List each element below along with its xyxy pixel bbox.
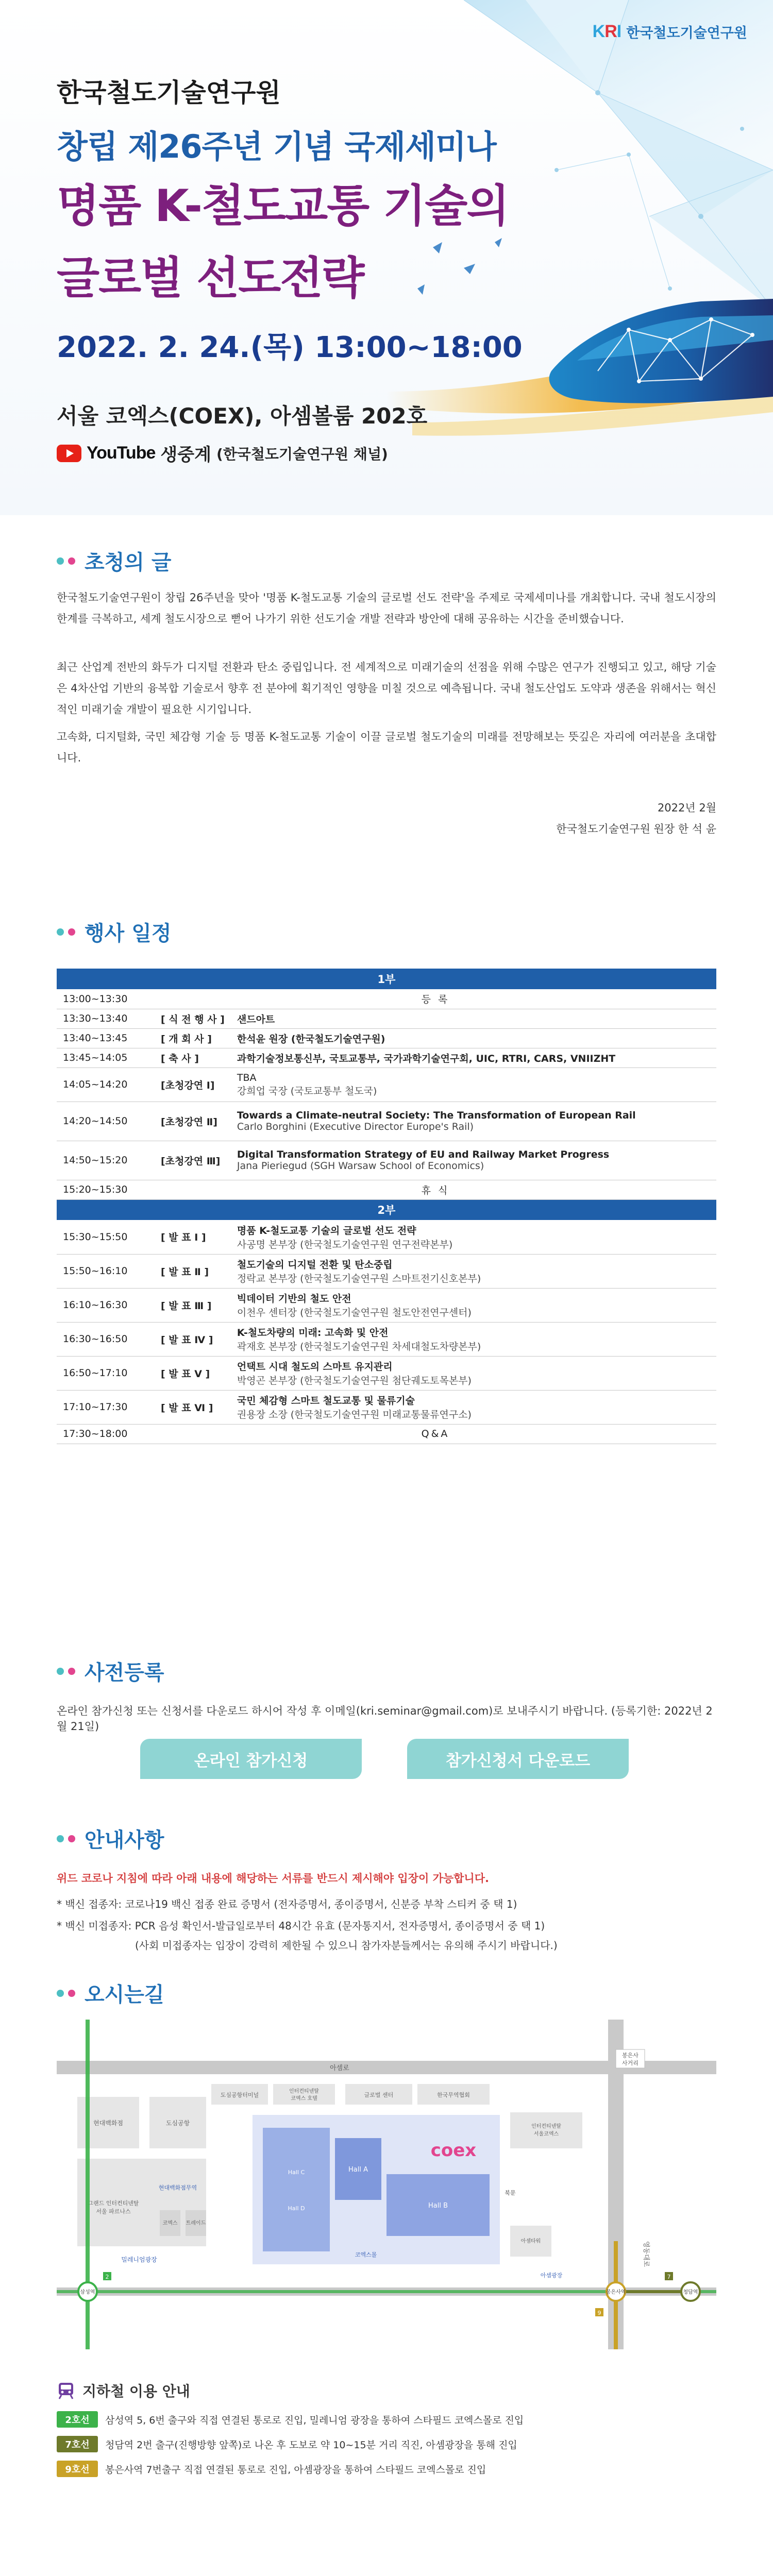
schedule-topic: 빅데이터 기반의 철도 안전: [237, 1293, 351, 1304]
section-title: 행사 일정: [85, 922, 172, 945]
svg-text:서울 파르나스: 서울 파르나스: [96, 2208, 131, 2215]
schedule-time: 15:50~16:10: [57, 1254, 155, 1288]
schedule-time: 13:00~13:30: [57, 989, 155, 1009]
schedule-row: [57, 1220, 716, 1254]
svg-text:서울코엑스: 서울코엑스: [533, 2131, 559, 2137]
notice-vaccinated: * 백신 접종자: 코로나19 백신 접종 완료 증명서 (전자증명서, 종이증명서, 신분증 부착 스티커 중 택 1): [57, 1898, 517, 1910]
schedule-time: 13:40~13:45: [57, 1028, 155, 1048]
schedule-row: [57, 1390, 716, 1424]
label-hall-a: Hall A: [348, 2166, 368, 2174]
schedule-role: [ 발 표 Ⅵ ]: [155, 1390, 231, 1424]
label-millennium: 밀레니엄광장: [121, 2256, 157, 2263]
schedule-topic: 명품 K-철도교통 기술의 글로벌 선도 전략: [237, 1225, 416, 1236]
schedule-time: 14:20~14:50: [57, 1101, 155, 1141]
subway-line-item: [57, 2461, 486, 2477]
label-kita: 한국무역협회: [437, 2092, 470, 2098]
event-date: 2022. 2. 24.(목) 13:00~18:00: [57, 331, 523, 364]
notice-unvaccinated: * 백신 미접종자: PCR 음성 확인서-발급일로부터 48시간 유효 (문자통지서, 전자증명서, 종이증명서 중 택 1): [57, 1920, 545, 1932]
label-department-store: 현대백화점: [93, 2120, 123, 2127]
schedule-table: [57, 969, 716, 1444]
subway-line-text: 삼성역 5, 6번 출구와 직접 연결된 통로로 진입, 밀레니엄 광장을 통하여 스타필드 코엑스몰로 진입: [105, 2414, 524, 2426]
event-venue: 서울 코엑스(COEX), 아셈볼룸 202호: [57, 403, 428, 429]
schedule-time: 15:30~15:50: [57, 1220, 155, 1254]
hero-title-line1: 명품 K-철도교통 기술의: [57, 180, 509, 232]
schedule-detail: [231, 1288, 716, 1322]
schedule-topic: 한석윤 원장 (한국철도기술연구원): [237, 1033, 385, 1045]
label-airport: 도심공항: [165, 2120, 190, 2127]
youtube-live-link[interactable]: [57, 440, 388, 466]
schedule-role: [ 발 표 Ⅳ ]: [155, 1322, 231, 1356]
svg-text:7: 7: [667, 2274, 671, 2280]
section-header-notice: [57, 1824, 164, 1853]
schedule-topic: 국민 체감형 스마트 철도교통 및 물류기술: [237, 1395, 415, 1406]
schedule-role: [ 발 표 Ⅱ ]: [155, 1254, 231, 1288]
schedule-role: [ 발 표 Ⅰ ]: [155, 1220, 231, 1254]
schedule-part-label: 2부: [57, 1199, 716, 1220]
schedule-row: [57, 1009, 716, 1028]
section-dots-icon: [57, 1835, 75, 1842]
label-cheongdam: 청담역: [683, 2290, 698, 2295]
schedule-time: 15:20~15:30: [57, 1180, 155, 1199]
schedule-role: [초청강연 Ⅰ]: [155, 1067, 231, 1101]
subway-guide-title: 지하철 이용 안내: [82, 2383, 190, 2400]
subway-guide-header: [57, 2380, 190, 2401]
youtube-play-icon: [57, 445, 81, 462]
svg-text:9: 9: [597, 2310, 601, 2316]
invitation-paragraph-2: 최근 산업계 전반의 화두가 디지털 전환과 탄소 중립입니다. 전 세계적으로 미래기술의 선점을 위해 수많은 연구가 진행되고 있고, 해당 기술은 4차산업 기반의 융복합 기술로서 향후 전 분야에 획기적인 영향을 미칠 것으로 예측됩니다. 국내 철도산업도 도약과 생존을 위해서는 혁신적인 미래기술 개발이 필요한 시기입니다.: [57, 661, 716, 716]
schedule-topic: 과학기술정보통신부, 국토교통부, 국가과학기술연구회, UIC, RTRI, CARS, VNIIZHT: [237, 1053, 616, 1064]
schedule-time: 14:50~15:20: [57, 1141, 155, 1180]
hero-organization: 한국철도기술연구원: [57, 78, 281, 108]
schedule-topic: 샌드아트: [237, 1013, 275, 1025]
schedule-row: [57, 1322, 716, 1356]
schedule-detail: [231, 1009, 716, 1028]
hero-subtitle: 창립 제26주년 기념 국제세미나: [57, 128, 496, 165]
section-dots-icon: [57, 557, 75, 565]
svg-text:트레이드: 트레이드: [186, 2221, 206, 2226]
schedule-row: [57, 1101, 716, 1141]
subway-line-item: [57, 2436, 517, 2452]
svg-text:인터컨티넨탈: 인터컨티넨탈: [531, 2124, 561, 2129]
schedule-part-header: [57, 969, 716, 989]
notice-warning: 위드 코로나 지침에 따라 아래 내용에 해당하는 서류를 반드시 제시해야 입장이 가능합니다.: [57, 1872, 489, 1885]
schedule-speaker: 강희업 국장 (국토교통부 철도국): [237, 1085, 377, 1097]
schedule-role: [초청강연 Ⅲ]: [155, 1141, 231, 1180]
schedule-row: [57, 1048, 716, 1067]
registration-text: 온라인 참가신청 또는 신청서를 다운로드 하시어 작성 후 이메일(kri.seminar@gmail.com)로 보내주시기 바랍니다. (등록기한: 2022년 2월 21일): [57, 1705, 713, 1733]
section-title: 오시는길: [85, 1983, 164, 2007]
schedule-speaker: 정락교 본부장 (한국철도기술연구원 스마트전기신호본부): [237, 1273, 481, 1284]
schedule-role: [ 발 표 Ⅲ ]: [155, 1288, 231, 1322]
section-header-registration: [57, 1656, 164, 1686]
schedule-topic: Towards a Climate-neutral Society: The Transformation of European Rail: [237, 1110, 636, 1121]
schedule-detail: [231, 1028, 716, 1048]
schedule-topic: Digital Transformation Strategy of EU and Railway Market Progress: [237, 1149, 610, 1160]
section-dots-icon: [57, 928, 75, 936]
section-dots-icon: [57, 1990, 75, 1997]
schedule-row: [57, 1254, 716, 1288]
label-city-air: 도심공항터미널: [220, 2092, 259, 2098]
channel-label: (한국철도기술연구원 채널): [216, 445, 388, 463]
schedule-role: [초청강연 Ⅱ]: [155, 1101, 231, 1141]
schedule-time: 16:50~17:10: [57, 1356, 155, 1390]
schedule-topic: K-철도차량의 미래: 고속화 및 안전: [237, 1327, 389, 1338]
label-grand-intercon: 그랜드 인터컨티넨탈: [88, 2200, 139, 2207]
section-header-invitation: [57, 546, 172, 575]
schedule-detail: [231, 1254, 716, 1288]
schedule-role: [ 식 전 행 사 ]: [155, 1009, 231, 1028]
schedule-break: 휴 식: [155, 1180, 716, 1199]
invitation-signature: [556, 798, 716, 840]
schedule-row: [57, 1424, 716, 1444]
schedule-speaker: 곽재호 본부장 (한국철도기술연구원 차세대철도차량본부): [237, 1341, 481, 1352]
schedule-break: Q&A: [155, 1424, 716, 1444]
subway-icon: [57, 2381, 75, 2400]
section-header-schedule: [57, 917, 172, 946]
invitation-paragraph-1: 한국철도기술연구원이 창립 26주년을 맞아 '명품 K-철도교통 기술의 글로벌 선도 전략'을 주제로 국제세미나를 개최합니다. 국내 철도시장의 한계를 극복하고, 세계 철도시장으로 뻗어 나가기 위한 선도기술 개발 전략과 방안에 대해 공유하는 시간을 준비했습니다.: [57, 591, 716, 625]
label-asem-tower: 아셈타워: [520, 2239, 541, 2244]
schedule-time: 13:30~13:40: [57, 1009, 155, 1028]
subway-line-badge: 9호선: [57, 2461, 98, 2477]
road-label-top: 아셈로: [330, 2064, 349, 2072]
schedule-detail: [231, 1101, 716, 1141]
section-dots-icon: [57, 1668, 75, 1675]
section-title: 안내사항: [85, 1828, 164, 1852]
schedule-row: [57, 1288, 716, 1322]
hero-title-line2: 글로벌 선도전략: [57, 252, 364, 304]
schedule-role: [ 개 회 사 ]: [155, 1028, 231, 1048]
notice-unvaccinated-note: (사회 미접종자는 입장이 강력히 제한될 수 있으니 참가자분들께서는 유의해 주시기 바랍니다.): [135, 1939, 558, 1952]
section-title: 초청의 글: [85, 551, 172, 574]
schedule-row: [57, 1028, 716, 1048]
schedule-detail: [231, 1322, 716, 1356]
schedule-speaker: 이천우 센터장 (한국철도기술연구원 철도안전연구센터): [237, 1307, 472, 1318]
download-form-button[interactable]: 참가신청서 다운로드: [407, 1739, 629, 1779]
schedule-speaker: Carlo Borghini (Executive Director Europe's Rail): [237, 1121, 474, 1132]
youtube-wordmark: YouTube: [87, 443, 156, 463]
schedule-part-header: [57, 1199, 716, 1220]
label-samseong: 삼성역: [80, 2290, 95, 2295]
svg-text:인터컨티넨탈: 인터컨티넨탈: [289, 2089, 319, 2094]
label-global-center: 글로벌 센터: [364, 2092, 394, 2098]
coex-logo: coex: [430, 2140, 477, 2161]
schedule-time: 16:10~16:30: [57, 1288, 155, 1322]
label-coex-mall: 코엑스몰: [355, 2251, 377, 2258]
schedule-detail: [231, 1356, 716, 1390]
hero-banner: [0, 0, 773, 515]
svg-text:2: 2: [105, 2274, 109, 2280]
schedule-time: 16:30~16:50: [57, 1322, 155, 1356]
schedule-speaker: Jana Pieriegud (SGH Warsaw School of Economics): [237, 1160, 484, 1172]
label-hyundai-tower: 현대백화점무역: [158, 2184, 197, 2191]
brand-logo-group: [593, 22, 747, 42]
schedule-time: 14:05~14:20: [57, 1067, 155, 1101]
schedule-speaker: 권용장 소장 (한국철도기술연구원 미래교통물류연구소): [237, 1409, 472, 1420]
subway-line-badge: 2호선: [57, 2411, 98, 2428]
schedule-detail: [231, 1141, 716, 1180]
schedule-break: 등 록: [155, 989, 716, 1009]
label-hall-d: Hall D: [288, 2205, 305, 2212]
schedule-row: [57, 1180, 716, 1199]
svg-text:사거리: 사거리: [622, 2060, 638, 2066]
svg-text:봉은사: 봉은사: [622, 2052, 638, 2059]
schedule-speaker: 박영곤 본부장 (한국철도기술연구원 첨단궤도토목본부): [237, 1375, 472, 1386]
hero-decoration: [309, 0, 773, 515]
schedule-topic: 철도기술의 디지털 전환 및 탄소중립: [237, 1259, 393, 1270]
signature-date: 2022년 2월: [657, 802, 716, 814]
invitation-paragraph-3: 고속화, 디지털화, 국민 체감형 기술 등 명품 K-철도교통 기술이 이끌 글로벌 철도기술의 미래를 전망해보는 뜻깊은 자리에 여러분을 초대합니다.: [57, 731, 716, 764]
schedule-role: [ 발 표 Ⅴ ]: [155, 1356, 231, 1390]
schedule-row: [57, 1067, 716, 1101]
section-header-directions: [57, 1978, 164, 2008]
schedule-speaker: 사공명 본부장 (한국철도기술연구원 연구전략본부): [237, 1239, 453, 1250]
section-title: 사전등록: [85, 1661, 164, 1685]
subway-line-text: 청담역 2번 출구(진행방향 앞쪽)로 나온 후 도보로 약 10~15분 거리 직진, 아셈광장을 통해 진입: [105, 2439, 517, 2451]
schedule-time: 17:10~17:30: [57, 1390, 155, 1424]
schedule-role: [ 축 사 ]: [155, 1048, 231, 1067]
brand-name: 한국철도기술연구원: [626, 25, 747, 41]
label-bongeunsa: 봉은사역: [606, 2290, 626, 2295]
kri-logo-icon: KRI: [592, 22, 621, 41]
subway-line-text: 봉은사역 7번출구 직접 연결된 통로로 진입, 아셈광장을 통하여 스타필드 코엑스몰로 진입: [105, 2464, 486, 2476]
schedule-time: 13:45~14:05: [57, 1048, 155, 1067]
road-label-right: 영동대로: [642, 2241, 650, 2267]
schedule-topic: TBA: [237, 1072, 257, 1083]
location-map: [57, 2020, 716, 2349]
signature-name: 한국철도기술연구원 원장 한 석 윤: [556, 822, 716, 835]
schedule-topic: 언택트 시대 철도의 스마트 유지관리: [237, 1361, 393, 1372]
schedule-row: [57, 1141, 716, 1180]
svg-text:코엑스: 코엑스: [162, 2221, 178, 2226]
schedule-row: [57, 989, 716, 1009]
svg-text:Hall C: Hall C: [288, 2169, 305, 2176]
schedule-detail: [231, 1048, 716, 1067]
label-north-gate: 북문: [505, 2190, 516, 2196]
svg-text:아셈광장: 아셈광장: [540, 2272, 563, 2279]
schedule-detail: [231, 1067, 716, 1101]
online-register-button[interactable]: 온라인 참가신청: [140, 1739, 362, 1779]
live-label: 생중계: [160, 445, 211, 465]
schedule-time: 17:30~18:00: [57, 1424, 155, 1444]
label-hall-b: Hall B: [428, 2202, 448, 2210]
subway-line-badge: 7호선: [57, 2436, 98, 2452]
subway-line-item: [57, 2411, 524, 2428]
schedule-detail: [231, 1220, 716, 1254]
schedule-detail: [231, 1390, 716, 1424]
svg-text:코엑스 호텔: 코엑스 호텔: [291, 2096, 317, 2102]
schedule-part-label: 1부: [57, 969, 716, 989]
schedule-row: [57, 1356, 716, 1390]
